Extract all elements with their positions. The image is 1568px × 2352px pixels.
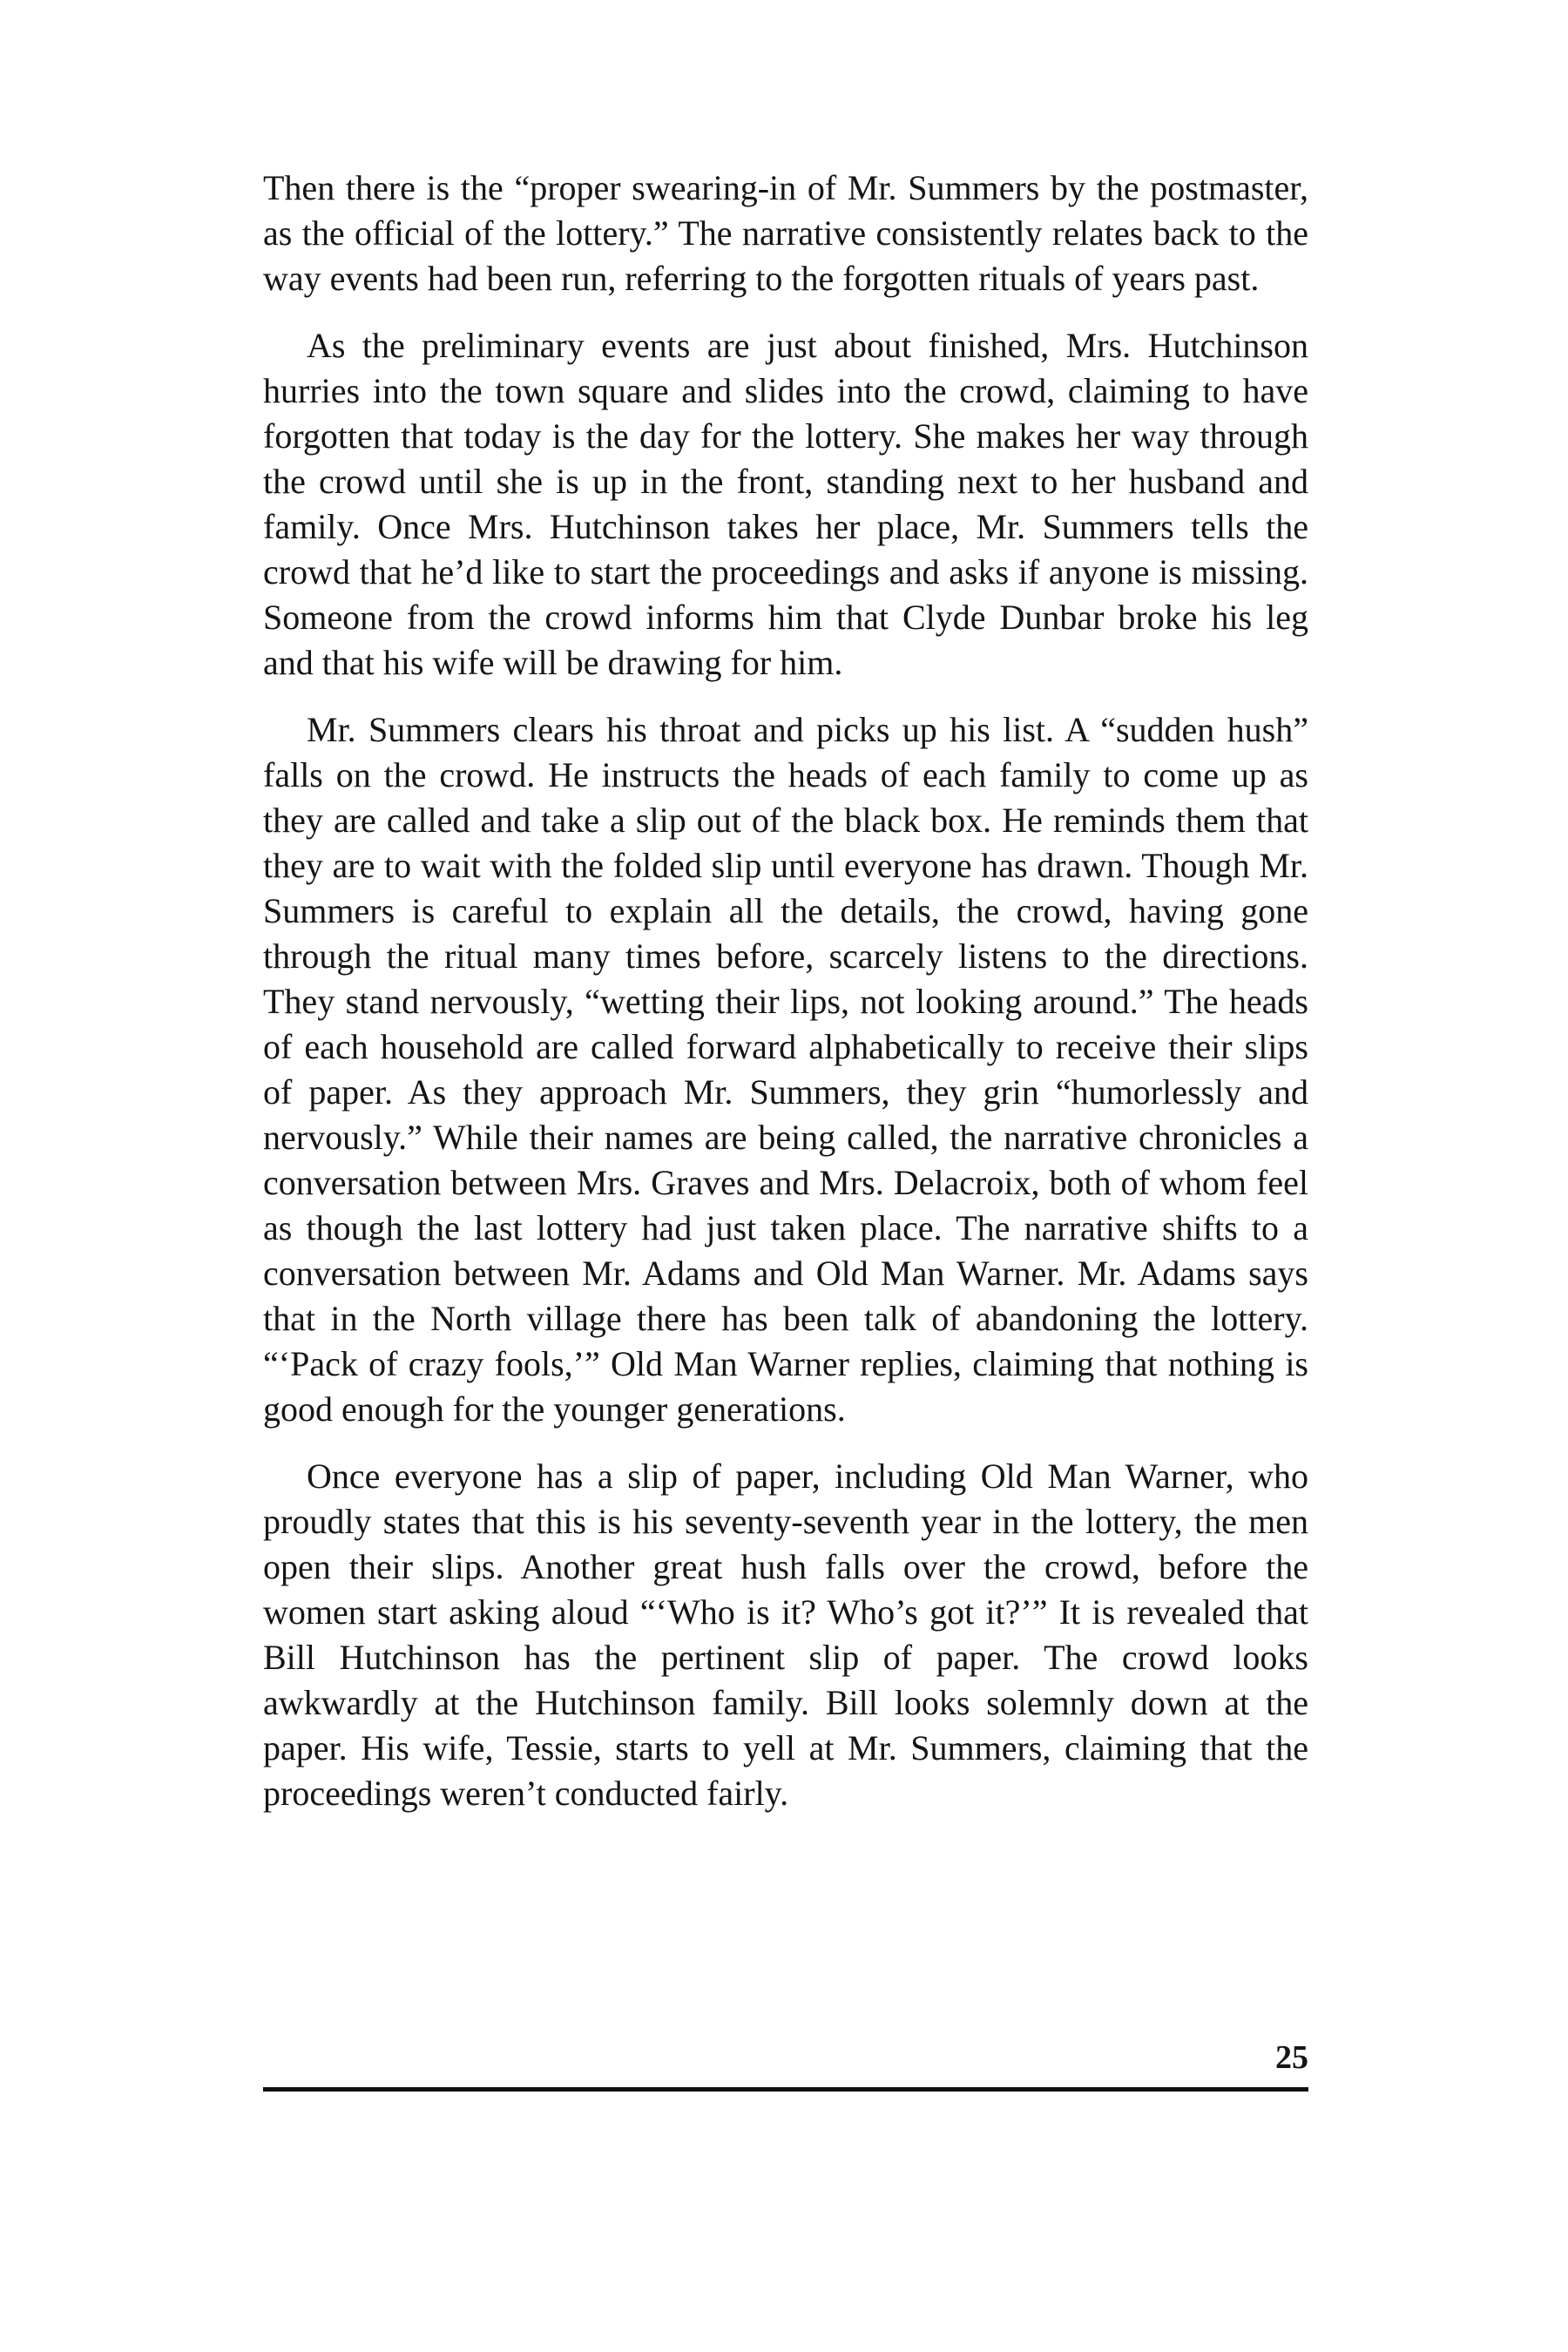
text-block: [263, 166, 1308, 1838]
footer-rule: [263, 2087, 1308, 2092]
paragraph: Then there is the “proper swearing-in of Mr. Summers by the postmaster, as the official of the lottery.” The narrative consistently relates back to the way events had been run, referring to the forgotten rituals of years past.: [263, 168, 1308, 298]
page-number: 25: [1275, 2039, 1308, 2076]
paragraph: Once everyone has a slip of paper, including Old Man Warner, who proudly states that this is his seventy-seventh year in the lottery, the men open their slips. Another great hush falls over the crowd, before the women start asking aloud “‘Who is it? Who’s got it?’” It is revealed that Bill Hutchinson has the pertinent slip of paper. The crowd looks awkwardly at the Hutchinson family. Bill looks solemnly down at the paper. His wife, Tessie, starts to yell at Mr. Summers, claiming that the proceedings weren’t conducted fairly.: [263, 1456, 1308, 1813]
paragraph: As the preliminary events are just about finished, Mrs. Hutchinson hurries into the town square and slides into the crowd, claiming to have forgotten that today is the day for the lottery. She makes her way through the crowd until she is up in the front, standing next to her husband and family. Once Mrs. Hutchinson takes her place, Mr. Summers tells the crowd that he’d like to start the proceedings and asks if anyone is missing. Someone from the crowd informs him that Clyde Dunbar broke his leg and that his wife will be drawing for him.: [263, 326, 1308, 682]
paragraph: Mr. Summers clears his throat and picks up his list. A “sudden hush” falls on the crowd. He instructs the heads of each family to come up as they are called and take a slip out of the black box. He reminds them that they are to wait with the folded slip until everyone has drawn. Though Mr. Summers is careful to explain all the details, the crowd, having gone through the ritual many times before, scarcely listens to the directions. They stand nervously, “wetting their lips, not looking around.” The heads of each household are called forward alphabetically to receive their slips of paper. As they approach Mr. Summers, they grin “humorlessly and nervously.” While their names are being called, the narrative chronicles a conversation between Mrs. Graves and Mrs. Delacroix, both of whom feel as though the last lottery had just taken place. The narrative shifts to a conversation between Mr. Adams and Old Man Warner. Mr. Adams says that in the North village there has been talk of abandoning the lottery. “‘Pack of crazy fools,’” Old Man Warner replies, claiming that nothing is good enough for the younger generations.: [263, 710, 1308, 1429]
